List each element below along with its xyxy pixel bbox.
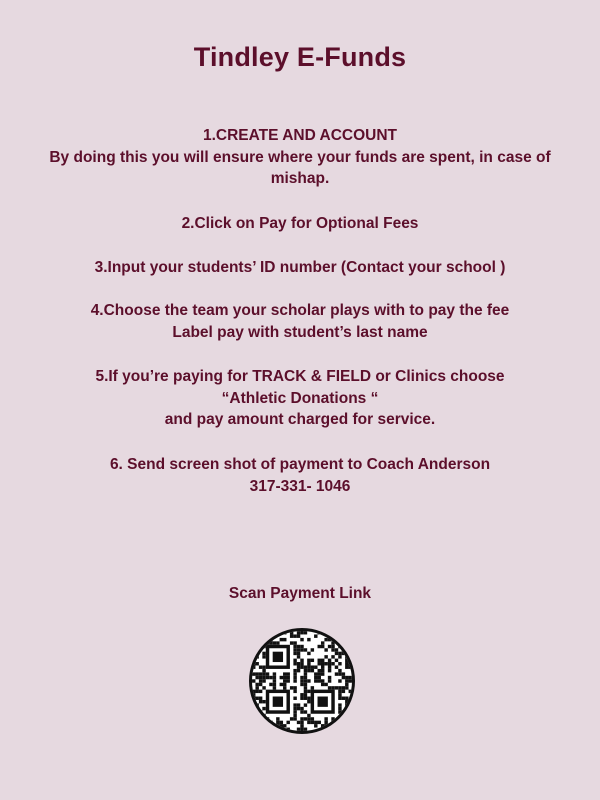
step-4-text: 4.Choose the team your scholar plays with to pay the fee	[90, 302, 510, 319]
qr-code-graphic	[252, 631, 352, 731]
qr-code-icon[interactable]	[249, 628, 355, 734]
step-3-student-id	[0, 257, 600, 279]
step-6-text: 6. Send screen shot of payment to Coach Anderson	[109, 456, 491, 473]
page-title: Tindley E-Funds	[193, 42, 407, 72]
step-1-description: By doing this you will ensure where your funds are spent, in case of	[49, 148, 551, 166]
step-5-text: 5.If you’re paying for TRACK & FIELD or Clinics choose	[95, 368, 505, 385]
scan-payment-label: Scan Payment Link	[228, 585, 372, 602]
coach-phone-number: 317-331- 1046	[249, 477, 351, 495]
step-5-option-name: “Athletic Donations “	[221, 389, 379, 407]
step-5-pay-note: and pay amount charged for service.	[164, 411, 436, 428]
step-5-track-field	[0, 366, 600, 431]
step-4-choose-team	[0, 300, 600, 343]
step-2-text: 2.Click on Pay for Optional Fees	[181, 215, 419, 232]
step-4-label-note: Label pay with student’s last name	[172, 323, 428, 341]
step-1-heading: 1.CREATE AND ACCOUNT	[202, 127, 398, 144]
step-6-send-screenshot	[0, 454, 600, 497]
step-1-create-account	[0, 125, 600, 190]
step-1-description-cont: mishap.	[270, 170, 330, 187]
step-2-optional-fees	[0, 213, 600, 235]
step-3-text: 3.Input your students’ ID number (Contact your school )	[94, 259, 506, 276]
